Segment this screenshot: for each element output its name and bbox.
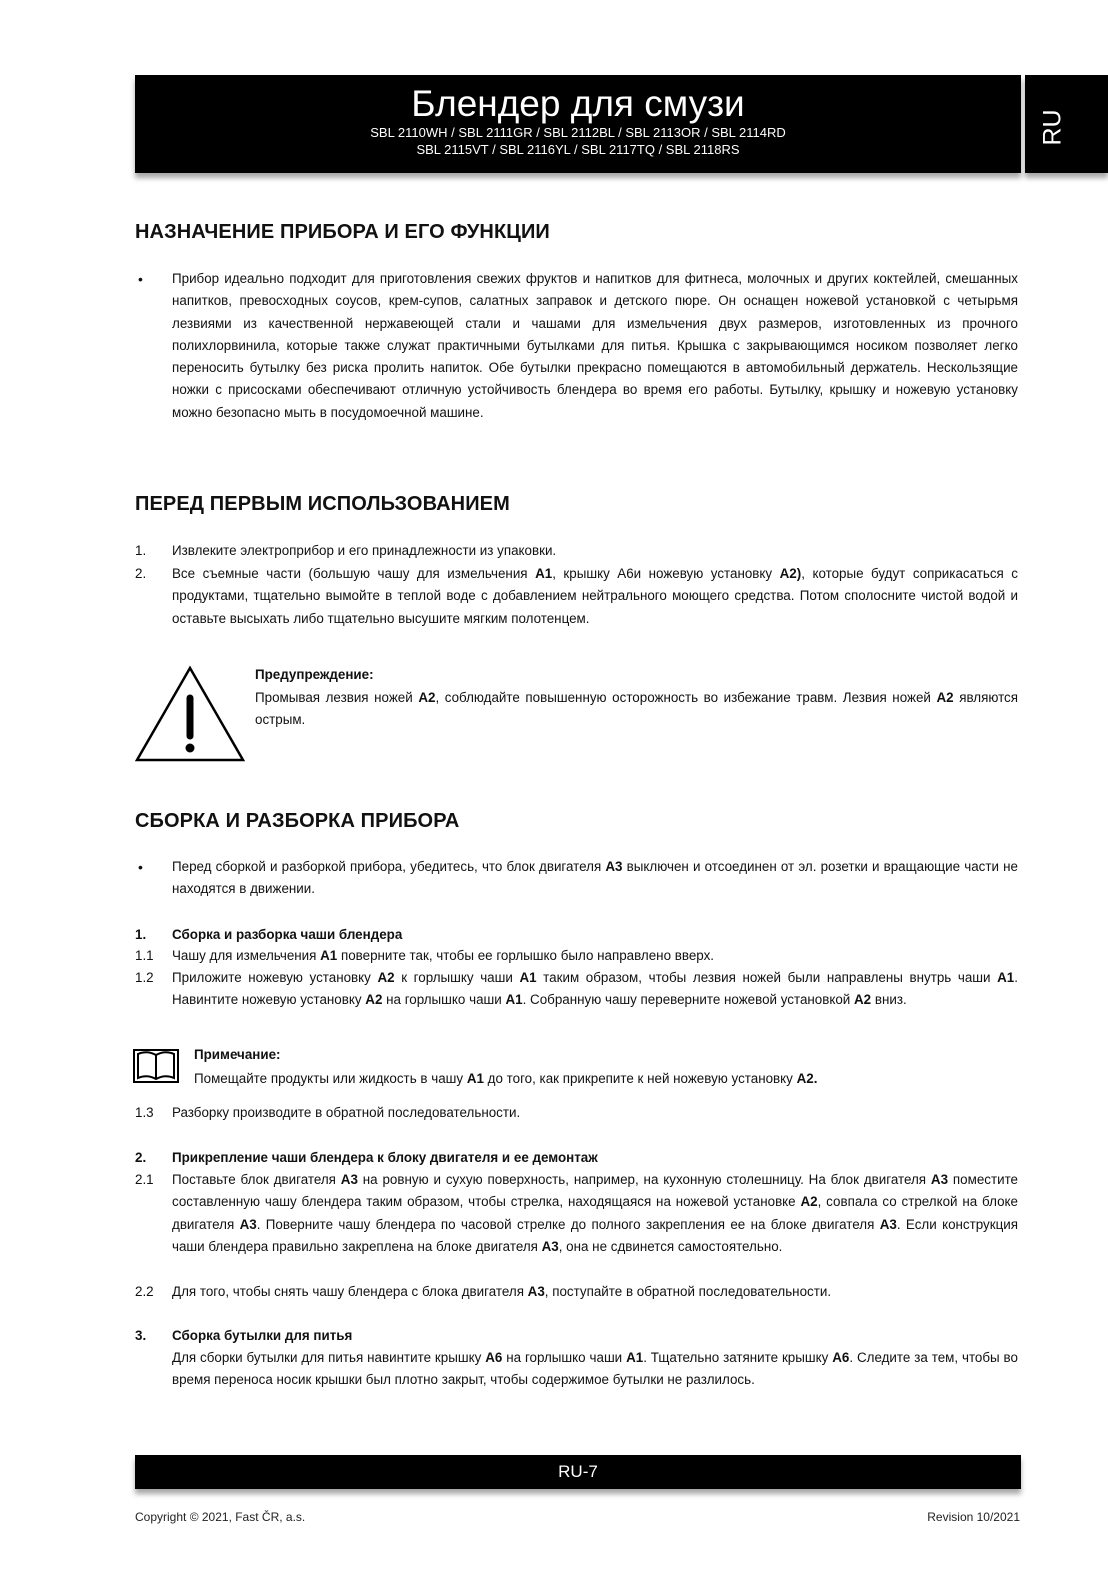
page-number-bar xyxy=(135,1455,1021,1489)
warning-title: Предупреждение: xyxy=(255,667,374,682)
model-list-line-2: SBL 2115VT / SBL 2116YL / SBL 2117TQ / SBL 2118RS xyxy=(416,142,740,157)
first-use-step-1: Извлеките электроприбор и его принадлежности из упаковки. xyxy=(172,543,557,558)
book-note-icon xyxy=(132,1046,180,1086)
step-1-3: Разборку производите в обратной последовательности. xyxy=(172,1105,521,1120)
warning-triangle-icon xyxy=(133,664,247,764)
step-2-2: Для того, чтобы снять чашу блендера с блока двигателя A3, поступайте в обратной последовательности. xyxy=(172,1284,832,1299)
copyright: Copyright © 2021, Fast ČR, a.s. xyxy=(135,1510,306,1524)
step-number: 1.1 xyxy=(135,948,154,963)
subsection-number: 3. xyxy=(135,1328,147,1343)
subsection-number: 1. xyxy=(135,927,147,942)
assembly-precaution: Перед сборкой и разборкой прибора, убедитесь, что блок двигателя A3 выключен и отсоединен от эл. розетки и вращающие части не находятся в движении. xyxy=(172,859,1018,897)
subsection-title-bowl: Сборка и разборка чаши блендера xyxy=(172,927,403,942)
page-number: RU-7 xyxy=(558,1462,598,1481)
purpose-paragraph: Прибор идеально подходит для приготовления свежих фруктов и напитков для фитнеса, молочных и других коктейлей, смешанных напитков, превосходных соусов, крем-супов, салатных заправок и детского пюре. Он оснащен ножевой установкой с четырьмя лезвиями из качественной нержавеющей стали и чашами для измельчения двух размеров, изготовленных из прочного полихлорвинила, которые также служат практичными бутылками для питья. Крышка с закрывающимся носиком позволяет легко переносить бутылку без риска пролить напиток. Обе бутылки прекрасно помещаются в автомобильный держатель. Нескользящие ножки с присосками обеспечивают отличную устойчивость блендера во время его работы. Бутылку, крышку и ножевую установку можно безопасно мыть в посудомоечной машине. xyxy=(172,271,1018,420)
bullet-marker: • xyxy=(138,859,143,875)
step-number: 2.1 xyxy=(135,1172,154,1187)
note-title: Примечание: xyxy=(194,1047,281,1062)
step-1-2: Приложите ножевую установку A2 к горлышку чаши A1 таким образом, чтобы лезвия ножей были направлены внутрь чаши A1. Навинтите ножевую установку A2 на горлышко чаши A1. Собранную чашу переверните ножевой установкой A2 вниз. xyxy=(172,970,1018,1008)
step-2-1: Поставьте блок двигателя A3 на ровную и сухую поверхность, например, на кухонную столешницу. На блок двигателя A3 поместите составленную чашу блендера таким образом, чтобы стрелка, находящаяся на ножевой установке A2, совпала со стрелкой на блоке двигателя A3. Поверните чашу блендера по часовой стрелке до полного закрепления ее на блоке двигателя A3. Если конструкция чаши блендера правильно закреплена на блоке двигателя A3, она не сдвинется самостоятельно. xyxy=(172,1172,1018,1254)
section-heading-purpose: НАЗНАЧЕНИЕ ПРИБОРА И ЕГО ФУНКЦИИ xyxy=(135,221,550,243)
subsection-number: 2. xyxy=(135,1150,147,1165)
document-title: Блендер для смузи xyxy=(411,83,745,124)
model-list-line-1: SBL 2110WH / SBL 2111GR / SBL 2112BL / SBL 2113OR / SBL 2114RD xyxy=(370,125,786,140)
warning-text: Промывая лезвия ножей A2, соблюдайте повышенную осторожность во избежание травм. Лезвия ножей A2 являются острым. xyxy=(255,690,1018,728)
step-number: 1.2 xyxy=(135,970,154,985)
language-tab xyxy=(1025,75,1108,173)
list-number: 2. xyxy=(135,566,147,581)
language-code: RU xyxy=(1038,109,1067,146)
step-number: 1.3 xyxy=(135,1105,154,1120)
first-use-step-2: Все съемные части (большую чашу для измельчения A1, крышку А6и ножевую установку A2), которые будут соприкасаться с продуктами, тщательно вымойте в теплой воде с добавлением нейтрального моющего средства. Потом сполосните чистой водой и оставьте высыхать либо тщательно высушите мягким полотенцем. xyxy=(172,566,1018,626)
section-heading-first-use: ПЕРЕД ПЕРВЫМ ИСПОЛЬЗОВАНИЕМ xyxy=(135,493,510,515)
revision: Revision 10/2021 xyxy=(927,1510,1020,1524)
header-bar xyxy=(135,75,1021,173)
bullet-marker: • xyxy=(138,271,143,287)
subsection-title-bottle: Сборка бутылки для питья xyxy=(172,1328,353,1343)
step-1-1: Чашу для измельчения A1 поверните так, чтобы ее горлышко было направлено вверх. xyxy=(172,948,714,963)
subsection-title-attach: Прикрепление чаши блендера к блоку двигателя и ее демонтаж xyxy=(172,1150,598,1165)
note-text: Помещайте продукты или жидкость в чашу A1 до того, как прикрепите к ней ножевую установку A2. xyxy=(194,1071,818,1086)
section-heading-assembly: СБОРКА И РАЗБОРКА ПРИБОРА xyxy=(135,810,460,832)
list-number: 1. xyxy=(135,543,147,558)
bottle-assembly-text: Для сборки бутылки для питья навинтите крышку A6 на горлышко чаши A1. Тщательно затяните крышку A6. Следите за тем, чтобы во время переноса носик крышки был плотно закрыт, чтобы содержимое бутылки не разлилось. xyxy=(172,1350,1018,1388)
step-number: 2.2 xyxy=(135,1284,154,1299)
